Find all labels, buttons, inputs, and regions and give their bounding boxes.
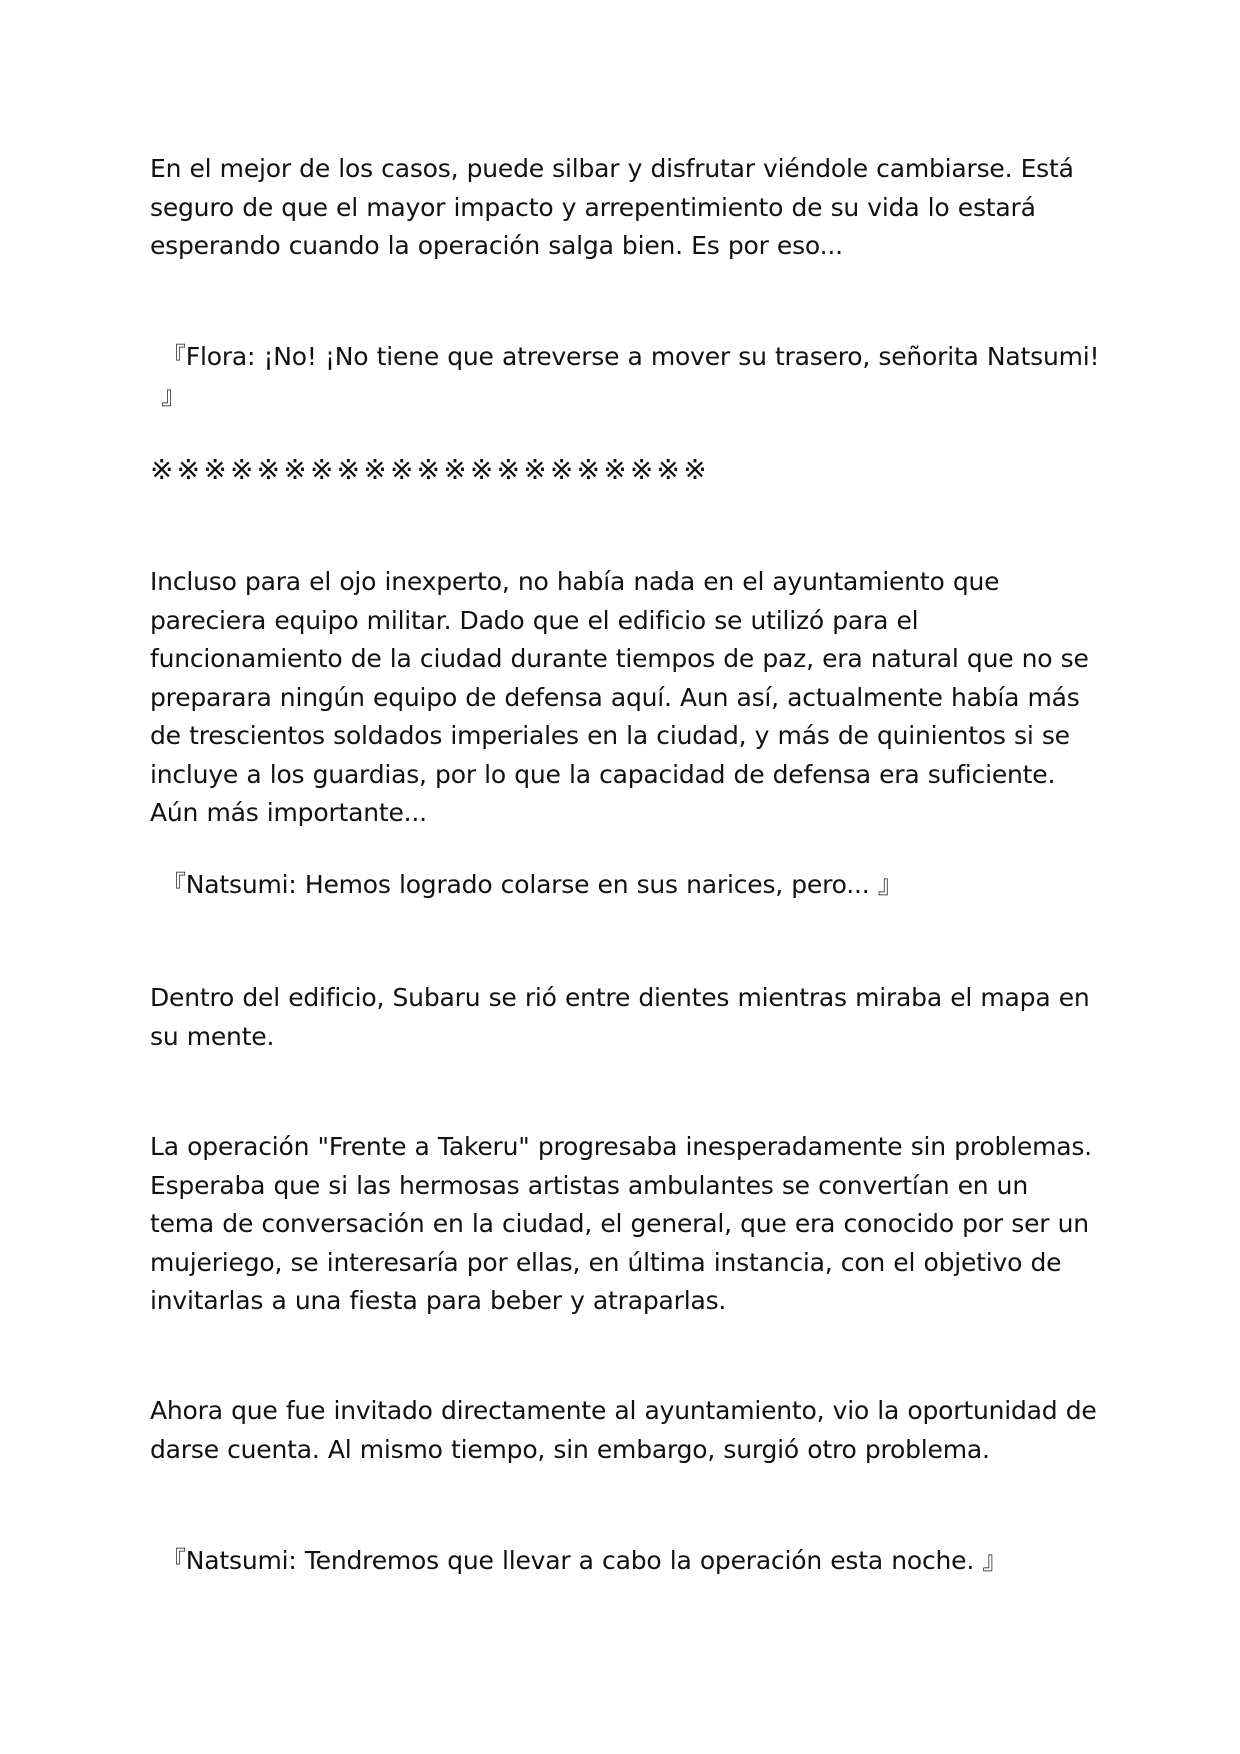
paragraph-invitation: Ahora que fue invitado directamente al ayuntamiento, vio la oportunidad de darse cuenta. Al mismo tiempo, sin embargo, surgió otro problema. bbox=[150, 1396, 1097, 1464]
paragraph-operation: La operación "Frente a Takeru" progresaba inesperadamente sin problemas. Esperaba que si las hermosas artistas ambulantes se convertían en un tema de conversación en la ciudad, el general, que era conocido por ser un mujeriego, se interesaría por ellas, en última instancia, con el objetivo de invitarlas a una fiesta para beber y atraparlas. bbox=[150, 1132, 1092, 1315]
dialogue-natsumi-1: 『Natsumi: Hemos logrado colarse en sus narices, pero... 』 bbox=[161, 870, 903, 899]
paragraph-subaru-map: Dentro del edificio, Subaru se rió entre dientes mientras miraba el mapa en su mente. bbox=[150, 983, 1090, 1051]
paragraph-opening: En el mejor de los casos, puede silbar y disfrutar viéndole cambiarse. Está seguro de que el mayor impacto y arrepentimiento de su vida lo estará esperando cuando la operación salga bien. Es por eso... bbox=[150, 154, 1074, 260]
scene-separator: ※※※※※※※※※※※※※※※※※※※※※ bbox=[150, 453, 710, 486]
dialogue-flora: 『Flora: ¡No! ¡No tiene que atreverse a mover su trasero, señorita Natsumi! 』 bbox=[161, 342, 1100, 410]
dialogue-natsumi-2: 『Natsumi: Tendremos que llevar a cabo la operación esta noche. 』 bbox=[161, 1546, 1008, 1575]
paragraph-city-hall: Incluso para el ojo inexperto, no había nada en el ayuntamiento que pareciera equipo militar. Dado que el edificio se utilizó para el funcionamiento de la ciudad durante tiempos de paz, era natural que no se preparara ningún equipo de defensa aquí. Aun así, actualmente había más de trescientos soldados imperiales en la ciudad, y más de quinientos si se incluye a los guardias, por lo que la capacidad de defensa era suficiente. Aún más importante... bbox=[150, 567, 1089, 827]
